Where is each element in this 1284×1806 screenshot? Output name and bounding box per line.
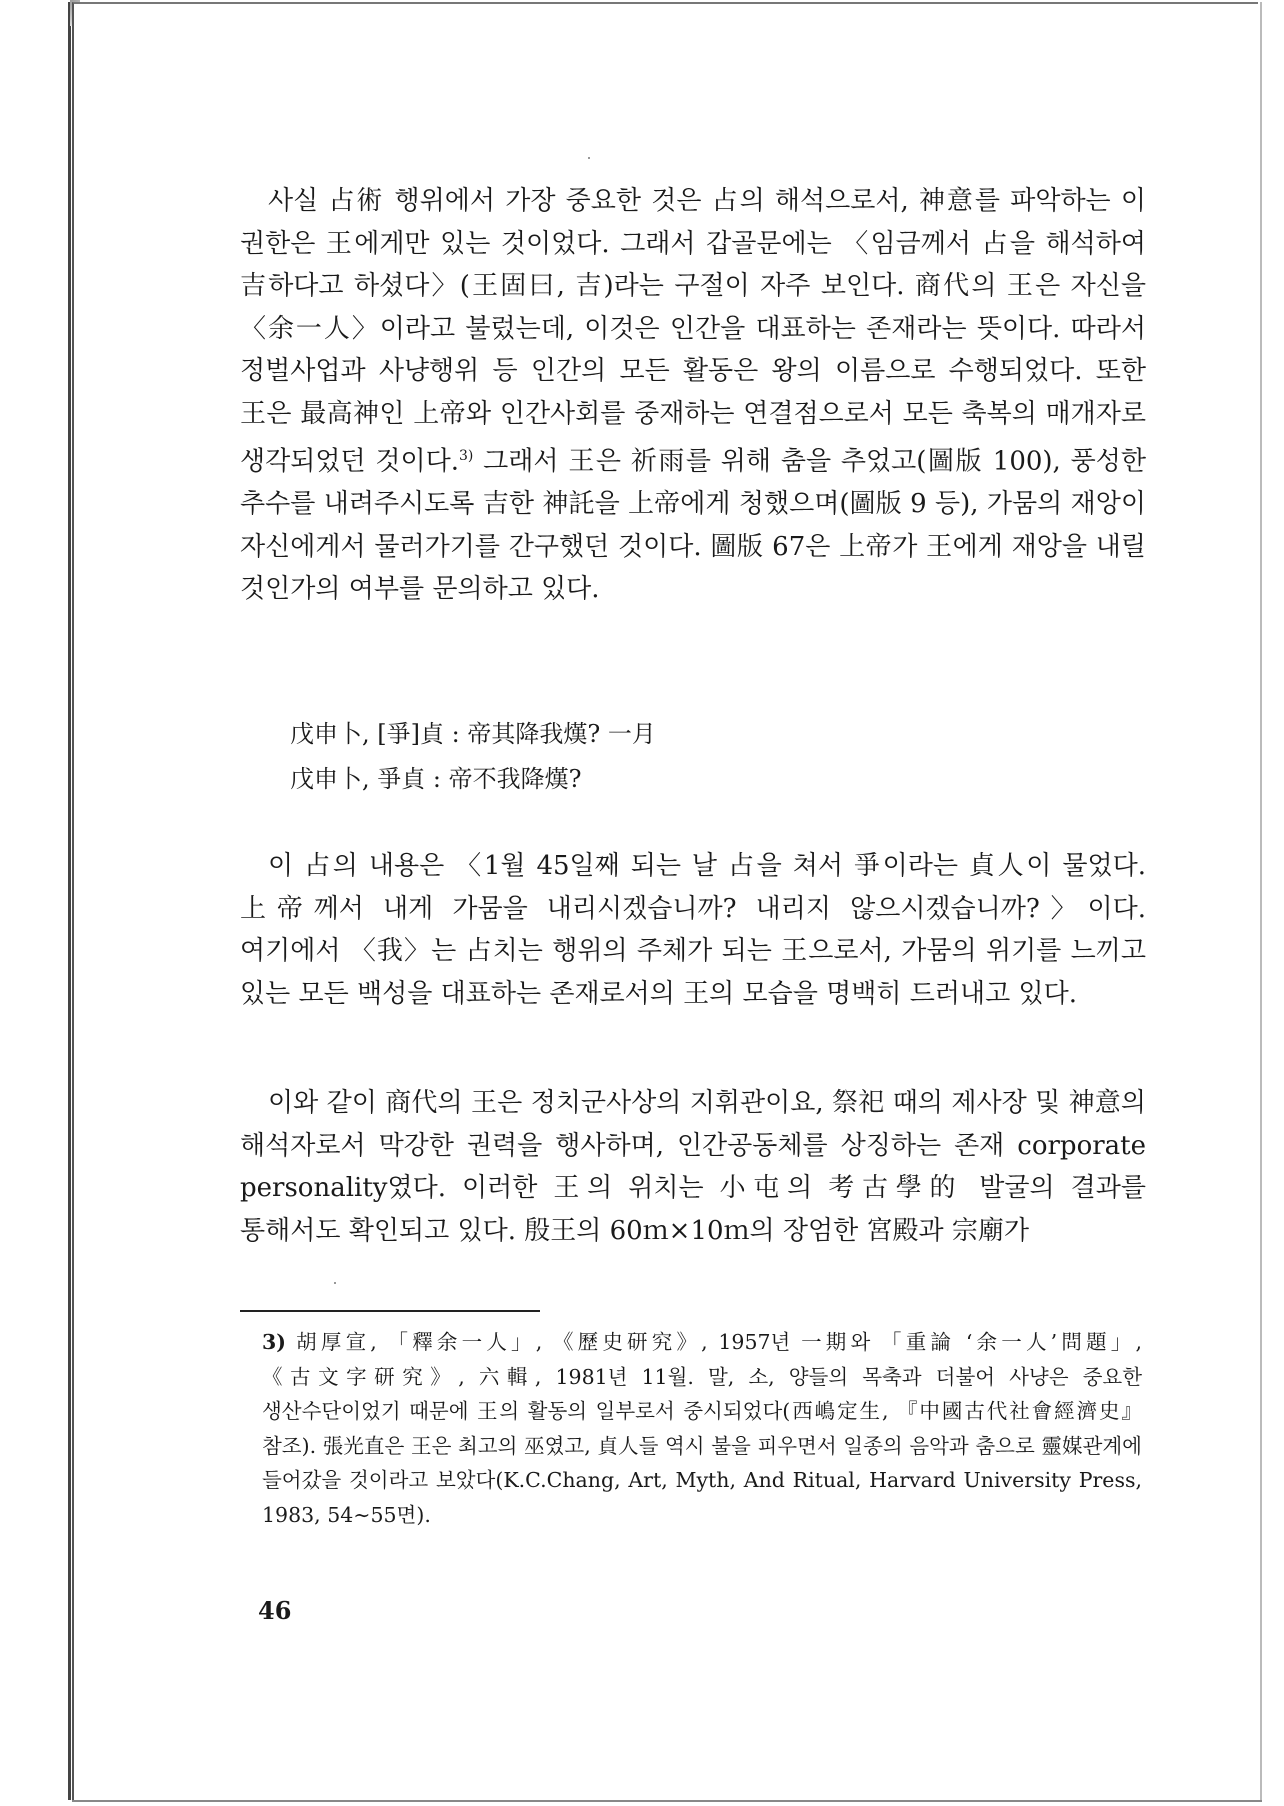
body-text-block-1 bbox=[240, 180, 1146, 611]
page-number: 46 bbox=[258, 1596, 292, 1625]
page-right-edge bbox=[1260, 2, 1262, 1800]
body-text-block-2 bbox=[240, 845, 1146, 1015]
footnote-label: 3) bbox=[262, 1330, 286, 1354]
scan-speck bbox=[334, 1282, 336, 1284]
paragraph-2: 이 占의 내용은 〈1월 45일째 되는 날 占을 쳐서 爭이라는 貞人이 물었다. 上帝께서 내게 가뭄을 내리시겠습니까? 내리지 않으시겠습니까?〉이다. 여기에서 〈我〉는 占치는 행위의 주체가 되는 王으로서, 가뭄의 위기를 느끼고 있는 모든 백성을 대표하는 존재로서의 王의 모습을 명백히 드러내고 있다. bbox=[240, 851, 1146, 1009]
oracle-bone-quotation bbox=[290, 712, 990, 802]
scan-speck bbox=[588, 157, 590, 159]
paragraph-1-text: 사실 占術 행위에서 가장 중요한 것은 占의 해석으로서, 神意를 파악하는 이 권한은 王에게만 있는 것이었다. 그래서 갑골문에는 〈임금께서 占을 해석하여 吉하다고 하셨다〉(王固曰, 吉)라는 구절이 자주 보인다. 商代의 王은 자신을 〈余一人〉이라고 불렀는데, 이것은 인간을 대표하는 존재라는 뜻이다. 따라서 정벌사업과 사냥행위 등 인간의 모든 활동은 왕의 이름으로 수행되었다. 또한 王은 最高神인 上帝와 인간사회를 중재하는 연결점으로서 모든 축복의 매개자로 생각되었던 것이다. bbox=[240, 186, 1146, 477]
quotation-line-2: 戊申卜, 爭貞 : 帝不我降熯? bbox=[290, 765, 582, 793]
paragraph-3: 이와 같이 商代의 王은 정치군사상의 지휘관이요, 祭祀 때의 제사장 및 神意의 해석자로서 막강한 권력을 행사하며, 인간공동체를 상징하는 존재 corporate personality였다. 이러한 王의 위치는 小屯의 考古學的 발굴의 결과를 통해서도 확인되고 있다. 殷王의 60ｍ×10ｍ의 장엄한 宮殿과 宗廟가 bbox=[240, 1088, 1146, 1246]
paragraph-1-continuation: 그래서 王은 祈雨를 위해 춤을 추었고(圖版 100), 풍성한 추수를 내려주시도록 吉한 神託을 上帝에게 청했으며(圖版 9 등), 가뭄의 재앙이 자신에게서 물러가기를 간구했던 것이다. 圖版 67은 上帝가 王에게 재앙을 내릴 것인가의 여부를 문의하고 있다. bbox=[240, 446, 1146, 605]
page-left-edge bbox=[68, 2, 71, 1800]
footnote-separator bbox=[240, 1310, 540, 1312]
quotation-line-1: 戊申卜, [爭]貞 : 帝其降我熯? 一月 bbox=[290, 720, 656, 748]
body-text-block-3 bbox=[240, 1082, 1146, 1252]
footnote bbox=[262, 1325, 1142, 1532]
paragraph-1 bbox=[240, 180, 1146, 611]
page-bottom-edge bbox=[72, 1800, 1262, 1802]
footnote-text: 胡厚宣, 「釋余一人」, 《歷史研究》, 1957년 一期와 「重論 ‘余一人’問題」, 《古文字研究》, 六輯, 1981년 11월. 말, 소, 양들의 목축과 더불어 사냥은 중요한 생산수단이었기 때문에 王의 활동의 일부로서 중시되었다(西嶋定生, 『中國古代社會經濟史』 참조). 張光直은 王은 최고의 巫였고, 貞人들 역시 불을 피우면서 일종의 음악과 춤으로 靈媒관계에 들어갔을 것이라고 보았다(K.C.Chang, Art, Myth, And Ritual, Harvard University Press, 1983, 54∼55면). bbox=[262, 1330, 1142, 1527]
footnote-reference: 3) bbox=[459, 448, 474, 464]
